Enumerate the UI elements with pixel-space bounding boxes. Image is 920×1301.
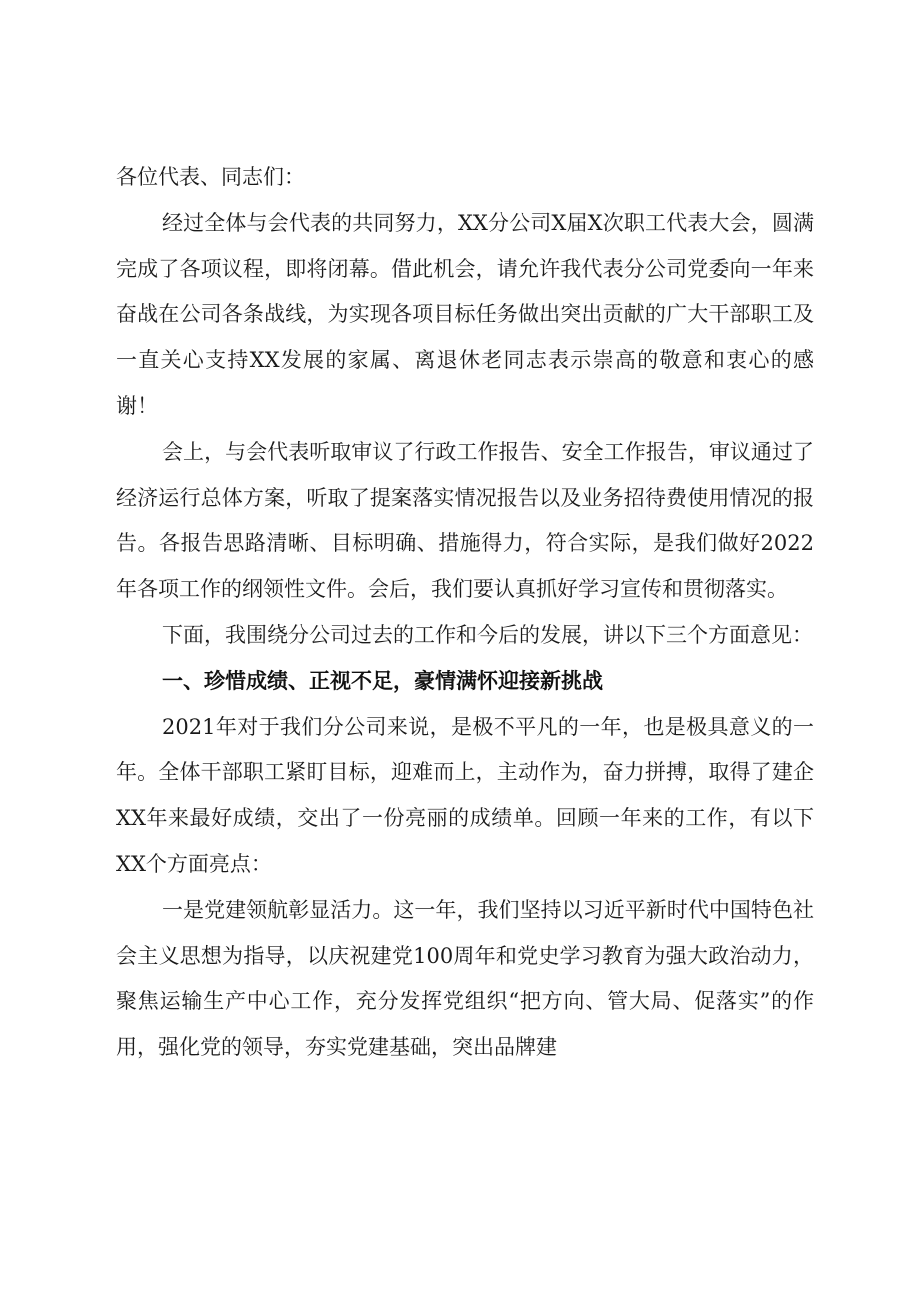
salutation: 各位代表、同志们： [116,165,305,189]
paragraph-review: 2021年对于我们分公司来说，是极不平凡的一年，也是极具意义的一年。全体干部职工紧盯目标，迎难而上，主动作为，奋力拼搏，取得了建企XX年来最好成绩，交出了一份亮丽的成绩单。回顾一年来的工作，有以下XX个方面亮点： [116,714,814,876]
document-body [116,155,814,1071]
paragraph-outline: 下面，我围绕分公司过去的工作和今后的发展，讲以下三个方面意见： [162,622,813,647]
section-heading: 一、珍惜成绩、正视不足，豪情满怀迎接新挑战 [162,668,603,693]
paragraph-reports: 会上，与会代表听取审议了行政工作报告、安全工作报告，审议通过了经济运行总体方案，听取了提案落实情况报告以及业务招待费使用情况的报告。各报告思路清晰、目标明确、措施得力，符合实际，是我们做好2022年各项工作的纲领性文件。会后，我们要认真抓好学习宣传和贯彻落实。 [116,439,814,602]
paragraph-opening: 经过全体与会代表的共同努力，XX分公司X届X次职工代表大会，圆满完成了各项议程，即将闭幕。借此机会，请允许我代表分公司党委向一年来奋战在公司各条战线，为实现各项目标任务做出突出贡献的广大干部职工及一直关心支持XX发展的家属、离退休老同志表示崇高的敬意和衷心的感谢！ [116,210,814,418]
paragraph-party-building: 一是党建领航彰显活力。这一年，我们坚持以习近平新时代中国特色社会主义思想为指导，以庆祝建党100周年和党史学习教育为强大政治动力，聚焦运输生产中心工作，充分发挥党组织“把方向、管大局、促落实”的作用，强化党的领导，夯实党建基础，突出品牌建 [116,897,814,1060]
